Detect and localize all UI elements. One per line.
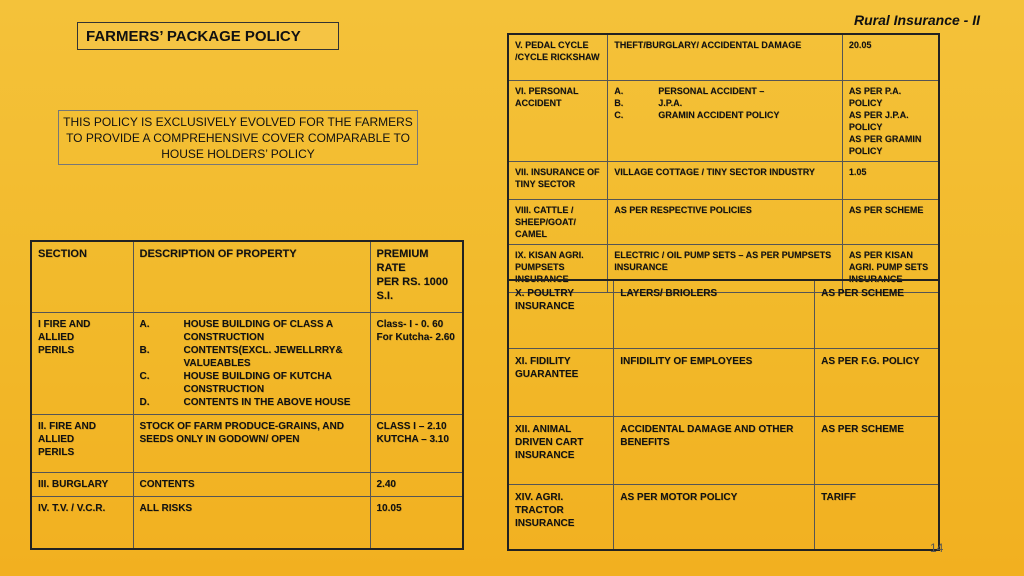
section-cell <box>31 313 133 415</box>
header-section: SECTION <box>31 241 133 313</box>
list-text: CONTENTS IN THE ABOVE HOUSE <box>183 397 351 408</box>
description-cell <box>608 80 843 161</box>
premium-cell: TARIFF <box>815 484 939 550</box>
table-row <box>508 161 939 199</box>
list-item <box>614 85 836 97</box>
table-row <box>31 313 463 415</box>
table-header-row <box>31 241 463 313</box>
table-row <box>508 348 939 416</box>
description-cell: AS PER MOTOR POLICY <box>614 484 815 550</box>
list-marker: B. <box>614 97 624 108</box>
premium-line: AS PER GRAMIN POLICY <box>848 133 922 156</box>
page-number: 14 <box>930 541 944 555</box>
premium-cell: AS PER F.G. POLICY <box>815 348 939 416</box>
list-marker: D. <box>139 397 150 408</box>
premium-line: AS PER J.P.A. POLICY <box>848 109 909 132</box>
header-description: DESCRIPTION OF PROPERTY <box>133 241 370 313</box>
list-marker: C. <box>139 371 150 382</box>
list-item <box>140 396 364 409</box>
premium-cell: 20.05 <box>842 34 939 80</box>
section-cell: VII. INSURANCE OF TINY SECTOR <box>508 161 608 199</box>
table-row <box>508 416 939 484</box>
policy-description: THIS POLICY IS EXCLUSIVELY EVOLVED FOR THE FARMERS TO PROVIDE A COMPREHENSIVE COVER COMPARABLE TO HOUSE HOLDERS’ POLICY <box>58 110 418 165</box>
description-cell: STOCK OF FARM PRODUCE-GRAINS, AND SEEDS ONLY IN GODOWN/ OPEN <box>133 415 370 473</box>
table-row <box>31 497 463 549</box>
table-row <box>31 415 463 473</box>
list-item <box>140 370 364 396</box>
right-premium-table-top <box>507 33 940 293</box>
premium-cell <box>370 415 463 473</box>
premium-cell: AS PER KISAN AGRI. PUMP SETS INSURANCE <box>842 244 939 292</box>
accident-list <box>614 85 836 121</box>
table-row <box>31 473 463 497</box>
premium-cell: 1.05 <box>842 161 939 199</box>
description-cell: ALL RISKS <box>133 497 370 549</box>
description-cell: ELECTRIC / OIL PUMP SETS – AS PER PUMPSETS INSURANCE <box>608 244 843 292</box>
table-row <box>508 80 939 161</box>
list-item <box>614 97 836 109</box>
list-text: GRAMIN ACCIDENT POLICY <box>658 109 780 120</box>
list-text: HOUSE BUILDING OF KUTCHA CONSTRUCTION <box>183 371 332 395</box>
header-premium-line: PREMIUM <box>376 248 429 260</box>
list-marker: A. <box>139 319 150 330</box>
description-cell: INFIDILITY OF EMPLOYEES <box>614 348 815 416</box>
list-marker: C. <box>614 109 624 120</box>
header-premium-line: RATE <box>376 262 406 274</box>
section-cell <box>31 415 133 473</box>
premium-cell: AS PER SCHEME <box>815 280 939 348</box>
description-cell: CONTENTS <box>133 473 370 497</box>
section-cell: VIII. CATTLE / SHEEP/GOAT/ CAMEL <box>508 199 608 244</box>
header-premium-line: PER RS. 1000 <box>376 276 449 288</box>
section-cell: XII. ANIMAL DRIVEN CART INSURANCE <box>508 416 614 484</box>
section-cell: XIV. AGRI. TRACTOR INSURANCE <box>508 484 614 550</box>
slide-section-title: Rural Insurance - II <box>853 12 980 28</box>
list-marker: A. <box>614 85 624 96</box>
section-cell: III. BURGLARY <box>31 473 133 497</box>
table-row <box>508 199 939 244</box>
description-cell: AS PER RESPECTIVE POLICIES <box>608 199 843 244</box>
list-text: CONTENTS(EXCL. JEWELLRRY& VALUEABLES <box>183 345 343 369</box>
description-cell <box>133 313 370 415</box>
description-cell: THEFT/BURGLARY/ ACCIDENTAL DAMAGE <box>608 34 843 80</box>
section-cell: IX. KISAN AGRI. PUMPSETS INSURANCE <box>508 244 608 292</box>
section-cell: VI. PERSONAL ACCIDENT <box>508 80 608 161</box>
description-cell: VILLAGE COTTAGE / TINY SECTOR INDUSTRY <box>608 161 843 199</box>
header-premium-line: S.I. <box>376 290 394 302</box>
list-item <box>140 318 364 344</box>
table-row <box>508 280 939 348</box>
section-cell: IV. T.V. / V.C.R. <box>31 497 133 549</box>
policy-title: FARMERS’ PACKAGE POLICY <box>77 22 339 50</box>
premium-cell <box>842 80 939 161</box>
section-cell: V. PEDAL CYCLE /CYCLE RICKSHAW <box>508 34 608 80</box>
property-list <box>140 318 364 409</box>
premium-cell: 2.40 <box>370 473 463 497</box>
premium-cell: AS PER SCHEME <box>815 416 939 484</box>
section-cell: XI. FIDILITY GUARANTEE <box>508 348 614 416</box>
premium-line: Class- I - 0. 60 <box>376 319 444 330</box>
section-line: I FIRE AND ALLIED <box>38 319 91 343</box>
premium-line: KUTCHA – 3.10 <box>376 434 449 445</box>
section-line: PERILS <box>38 447 75 458</box>
premium-line: AS PER P.A. POLICY <box>848 85 902 108</box>
header-premium <box>370 241 463 313</box>
premium-cell: 10.05 <box>370 497 463 549</box>
list-text: HOUSE BUILDING OF CLASS A CONSTRUCTION <box>183 319 333 343</box>
section-line: II. FIRE AND ALLIED <box>38 421 96 445</box>
left-premium-table <box>30 240 464 550</box>
section-cell: X. POULTRY INSURANCE <box>508 280 614 348</box>
list-text: PERSONAL ACCIDENT – <box>658 85 765 96</box>
table-row <box>508 484 939 550</box>
right-premium-table-bottom <box>507 279 940 551</box>
section-line: PERILS <box>38 345 75 356</box>
premium-cell: AS PER SCHEME <box>842 199 939 244</box>
premium-line: CLASS I – 2.10 <box>376 421 447 432</box>
list-item <box>614 109 836 121</box>
list-marker: B. <box>139 345 150 356</box>
description-cell: ACCIDENTAL DAMAGE AND OTHER BENEFITS <box>614 416 815 484</box>
table-row <box>508 34 939 80</box>
list-item <box>140 344 364 370</box>
premium-cell <box>370 313 463 415</box>
description-cell: LAYERS/ BRIOLERS <box>614 280 815 348</box>
premium-line: For Kutcha- 2.60 <box>376 332 455 343</box>
list-text: J.P.A. <box>658 97 683 108</box>
